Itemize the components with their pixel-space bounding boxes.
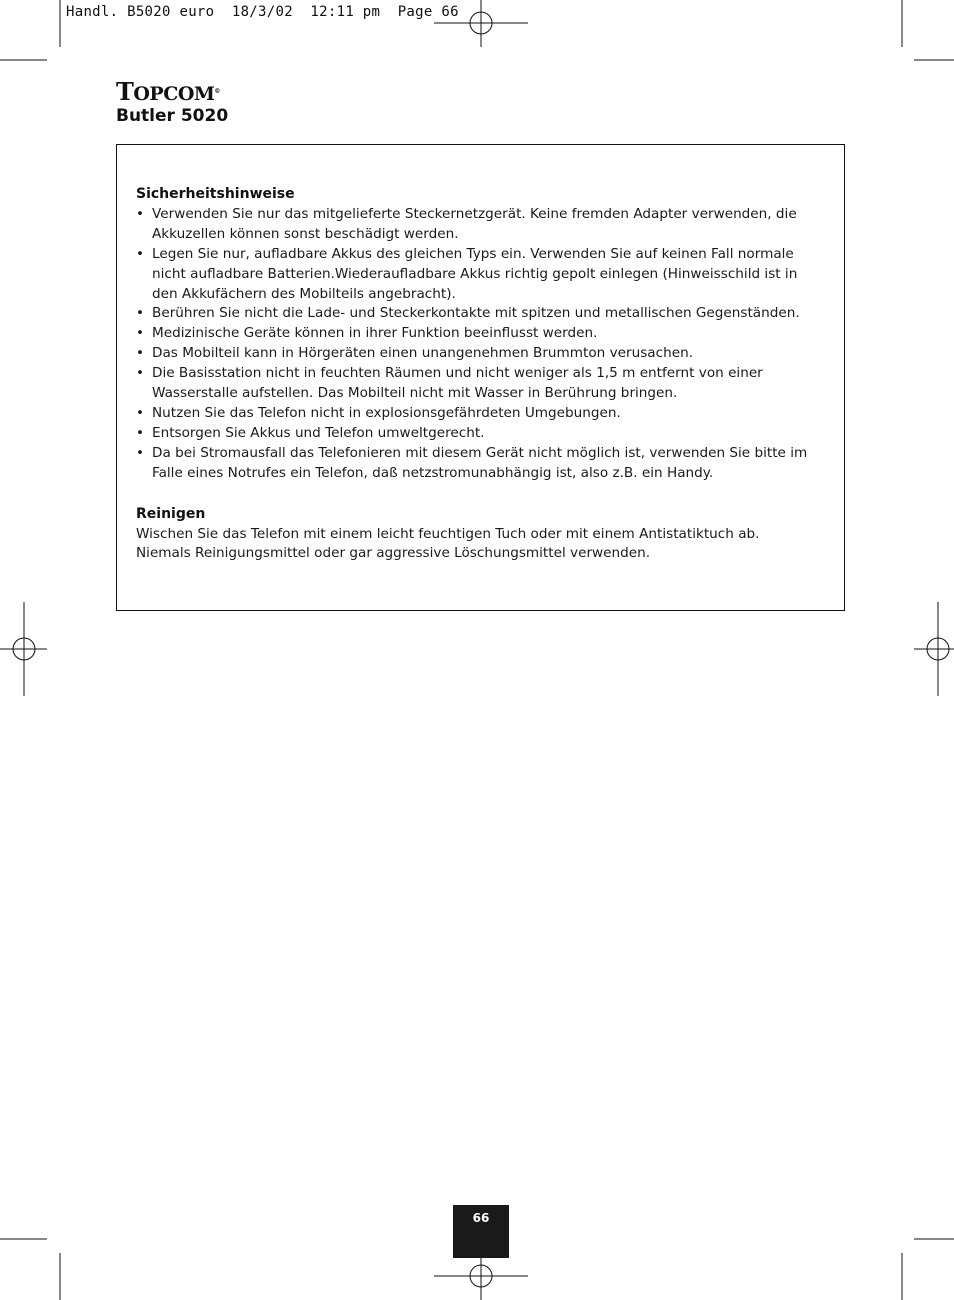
- list-item: [136, 444, 826, 484]
- list-item: [136, 424, 826, 444]
- bullet-icon: •: [136, 365, 145, 382]
- list-item: [136, 404, 826, 424]
- bullet-icon: •: [136, 424, 145, 441]
- bullet-icon: •: [136, 245, 145, 262]
- list-item-text: Berühren Sie nicht die Lade- und Steckerkontakte mit spitzen und metallischen Gegenständen.: [152, 305, 800, 322]
- list-item-text: Nutzen Sie das Telefon nicht in explosionsgefährdeten Umgebungen.: [152, 404, 621, 421]
- bullet-icon: •: [136, 444, 145, 461]
- model-name: Butler 5020: [116, 106, 229, 126]
- list-item: [136, 304, 826, 324]
- bullet-icon: •: [136, 205, 145, 222]
- logo-registered-mark: ®: [214, 88, 220, 95]
- cleaning-text-line-2: Niemals Reinigungsmittel oder gar aggressive Löschungsmittel verwenden.: [136, 545, 651, 562]
- list-item: [136, 344, 826, 364]
- section-spacer: [136, 484, 826, 505]
- page-number: 66: [453, 1205, 509, 1258]
- cleaning-heading: Reinigen: [136, 505, 206, 522]
- content-body: [136, 185, 826, 564]
- print-slug: Handl. B5020 euro 18/3/02 12:11 pm Page 66: [66, 4, 459, 20]
- list-item-text: Medizinische Geräte können in ihrer Funktion beeinflusst werden.: [152, 325, 598, 342]
- list-item-text: Da bei Stromausfall das Telefonieren mit diesem Gerät nicht möglich ist, verwenden Sie bitte im Falle eines Notrufes ein Telefon, daß netzstromunabhängig ist, also z.B. ein Handy.: [152, 444, 808, 481]
- list-item: [136, 205, 826, 245]
- list-item: [136, 245, 826, 305]
- topcom-logo: [116, 77, 228, 106]
- list-item-text: Legen Sie nur, aufladbare Akkus des gleichen Typs ein. Verwenden Sie auf keinen Fall normale nicht aufladbare Batterien.Wiederaufladbare Akkus richtig gepolt einlegen (Hinweisschild ist in den Akkufächern des Mobilteils angebracht).: [152, 245, 798, 302]
- list-item-text: Entsorgen Sie Akkus und Telefon umweltgerecht.: [152, 424, 485, 441]
- safety-list: [136, 205, 826, 484]
- logo-initial: T: [116, 77, 134, 106]
- safety-heading: Sicherheitshinweise: [136, 186, 295, 202]
- list-item-text: Die Basisstation nicht in feuchten Räumen und nicht weniger als 1,5 m entfernt von einer Wasserstalle aufstellen. Das Mobilteil nicht mit Wasser in Berührung bringen.: [152, 365, 763, 402]
- bullet-icon: •: [136, 345, 145, 362]
- bullet-icon: •: [136, 305, 145, 322]
- list-item: [136, 364, 826, 404]
- list-item-text: Verwenden Sie nur das mitgelieferte Steckernetzgerät. Keine fremden Adapter verwenden, die Akkuzellen können sonst beschädigt werden.: [152, 205, 797, 242]
- bullet-icon: •: [136, 404, 145, 421]
- list-item: [136, 324, 826, 344]
- cleaning-text-line-1: Wischen Sie das Telefon mit einem leicht feuchtigen Tuch oder mit einem Antistatiktuch ab.: [136, 525, 760, 542]
- brand-header: [116, 77, 229, 126]
- list-item-text: Das Mobilteil kann in Hörgeräten einen unangenehmen Brummton verusachen.: [152, 345, 694, 362]
- logo-rest: OPCOM: [133, 83, 215, 105]
- bullet-icon: •: [136, 325, 145, 342]
